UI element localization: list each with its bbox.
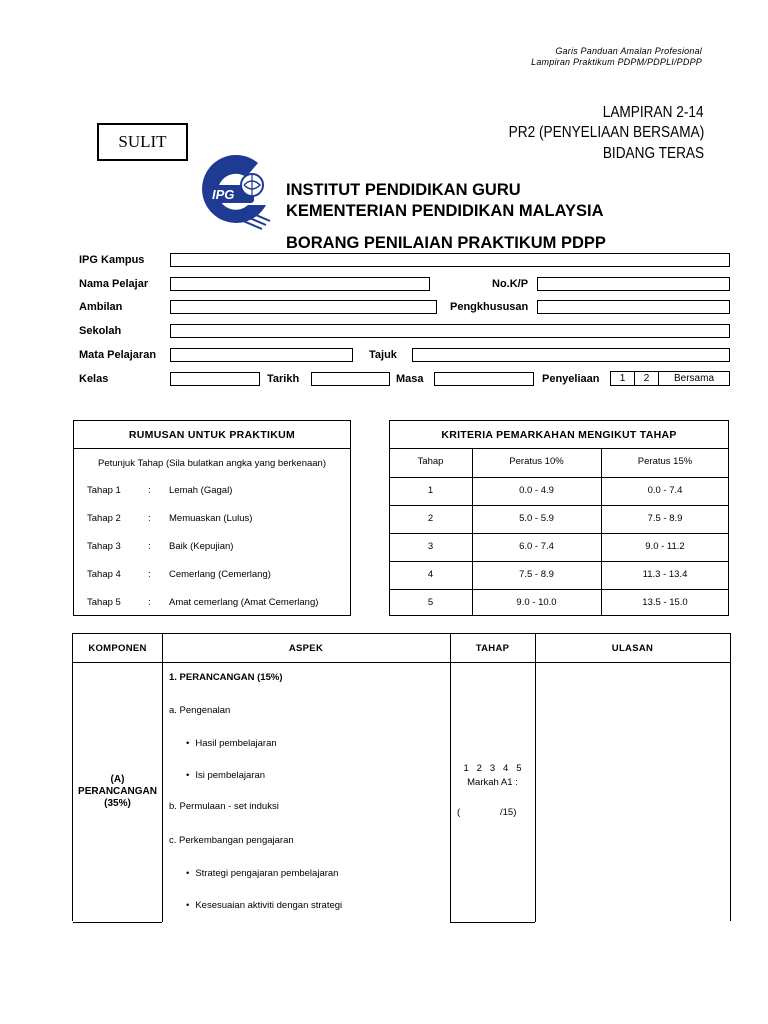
penyeliaan-option-2[interactable]: 2 bbox=[635, 372, 659, 385]
kriteria-cell: 7.5 - 8.9 bbox=[519, 569, 554, 580]
markah-a1-max: /15) bbox=[500, 807, 517, 818]
markah-a1-label: Markah A1 : bbox=[467, 777, 518, 788]
ambilan-label: Ambilan bbox=[79, 301, 123, 313]
kriteria-row-divider bbox=[389, 533, 729, 534]
no-kp-label: No.K/P bbox=[492, 278, 529, 290]
kriteria-cell: 9.0 - 10.0 bbox=[516, 597, 557, 608]
kelas-label: Kelas bbox=[79, 373, 109, 385]
kriteria-row-divider bbox=[389, 561, 729, 562]
rumusan-desc: Lemah (Gagal) bbox=[169, 485, 233, 496]
logo-text: IPG bbox=[212, 187, 235, 202]
rumusan-sep: : bbox=[148, 513, 151, 524]
kriteria-row-divider bbox=[389, 505, 729, 506]
sekolah-field[interactable] bbox=[170, 324, 730, 338]
tahap-scale[interactable]: 1 2 3 4 5 bbox=[463, 763, 522, 774]
sulit-stamp: SULIT bbox=[97, 123, 188, 161]
appendix-note: Lampiran Praktikum PDPM/PDPLI/PDPP bbox=[531, 57, 702, 67]
kriteria-col-divider bbox=[601, 448, 602, 616]
rumusan-instruction: Petunjuk Tahap (Sila bulatkan angka yang berkenaan) bbox=[98, 458, 326, 469]
kriteria-cell: 0.0 - 4.9 bbox=[519, 485, 554, 496]
markah-open: ( bbox=[457, 807, 461, 818]
rumusan-desc: Baik (Kepujian) bbox=[169, 541, 234, 552]
komponen-perancangan bbox=[73, 774, 162, 810]
ambilan-field[interactable] bbox=[170, 300, 437, 314]
ipg-kampus-label: IPG Kampus bbox=[79, 254, 145, 266]
tarikh-label: Tarikh bbox=[267, 373, 300, 385]
aspek-b: b. Permulaan - set induksi bbox=[169, 801, 279, 812]
kriteria-cell: 1 bbox=[427, 485, 434, 496]
institute-name: INSTITUT PENDIDIKAN GURU bbox=[286, 181, 521, 199]
kriteria-cell: 3 bbox=[427, 541, 434, 552]
aspek-a-item-1: • Hasil pembelajaran bbox=[186, 738, 277, 749]
sekolah-label: Sekolah bbox=[79, 325, 122, 337]
kriteria-cell: 2 bbox=[427, 513, 434, 524]
kriteria-cell: 4 bbox=[427, 569, 434, 580]
penyeliaan-option-1[interactable]: 1 bbox=[611, 372, 635, 385]
komponen-table bbox=[72, 633, 731, 921]
rumusan-tahap: Tahap 5 bbox=[87, 597, 121, 608]
kriteria-cell: 5.0 - 5.9 bbox=[519, 513, 554, 524]
kriteria-cell: 7.5 - 8.9 bbox=[647, 513, 683, 524]
guideline-title: Garis Panduan Amalan Profesional bbox=[555, 46, 702, 56]
kriteria-header: Peratus 15% bbox=[637, 456, 693, 467]
ulasan-header: ULASAN bbox=[611, 643, 654, 654]
tajuk-field[interactable] bbox=[412, 348, 730, 362]
nama-pelajar-field[interactable] bbox=[170, 277, 430, 291]
lampiran-label: LAMPIRAN 2-14 bbox=[603, 104, 704, 121]
komponen-weight: (35%) bbox=[104, 798, 131, 809]
aspek-c-item-1: • Strategi pengajaran pembelajaran bbox=[186, 868, 338, 879]
ministry-name: KEMENTERIAN PENDIDIKAN MALAYSIA bbox=[286, 202, 604, 220]
aspek-heading: 1. PERANCANGAN (15%) bbox=[169, 672, 283, 683]
rumusan-desc: Cemerlang (Cemerlang) bbox=[169, 569, 271, 580]
kelas-field[interactable] bbox=[170, 372, 260, 386]
rumusan-title: RUMUSAN UNTUK PRAKTIKUM bbox=[128, 429, 296, 441]
kriteria-col-divider bbox=[472, 448, 473, 616]
penyeliaan-option-bersama[interactable]: Bersama bbox=[673, 373, 714, 384]
aspek-a-item-2: • Isi pembelajaran bbox=[186, 770, 265, 781]
komponen-code: (A) bbox=[110, 774, 125, 785]
aspek-c-item-2: • Kesesuaian aktiviti dengan strategi bbox=[186, 900, 342, 911]
rumusan-tahap: Tahap 4 bbox=[87, 569, 121, 580]
tajuk-label: Tajuk bbox=[369, 349, 397, 361]
penyeliaan-label: Penyeliaan bbox=[542, 373, 600, 385]
rumusan-sep: : bbox=[148, 541, 151, 552]
masa-label: Masa bbox=[396, 373, 424, 385]
rumusan-sep: : bbox=[148, 485, 151, 496]
rumusan-tahap: Tahap 1 bbox=[87, 485, 121, 496]
kriteria-title: KRITERIA PEMARKAHAN MENGIKUT TAHAP bbox=[441, 429, 677, 441]
rumusan-tahap: Tahap 3 bbox=[87, 541, 121, 552]
masa-field[interactable] bbox=[434, 372, 534, 386]
kriteria-cell: 13.5 - 15.0 bbox=[642, 597, 688, 608]
nama-pelajar-label: Nama Pelajar bbox=[79, 278, 149, 290]
komponen-header: KOMPONEN bbox=[88, 643, 147, 654]
kriteria-cell: 0.0 - 7.4 bbox=[647, 485, 683, 496]
ipg-kampus-field[interactable] bbox=[170, 253, 730, 267]
kriteria-cell: 6.0 - 7.4 bbox=[519, 541, 554, 552]
bidang-label: BIDANG TERAS bbox=[602, 145, 704, 162]
kriteria-header: Tahap bbox=[417, 456, 444, 467]
aspek-c: c. Perkembangan pengajaran bbox=[169, 835, 294, 846]
no-kp-field[interactable] bbox=[537, 277, 730, 291]
kriteria-cell: 9.0 - 11.2 bbox=[645, 541, 685, 552]
komponen-name: PERANCANGAN bbox=[78, 786, 157, 797]
rumusan-desc: Amat cemerlang (Amat Cemerlang) bbox=[169, 597, 319, 608]
penyeliaan-options bbox=[610, 371, 730, 386]
kriteria-row-divider bbox=[389, 589, 729, 590]
pengkhususan-label: Pengkhususan bbox=[450, 301, 529, 313]
rumusan-sep: : bbox=[148, 597, 151, 608]
ipg-logo bbox=[200, 155, 272, 230]
rumusan-sep: : bbox=[148, 569, 151, 580]
aspek-a: a. Pengenalan bbox=[169, 705, 231, 716]
guideline-note bbox=[531, 46, 702, 68]
kriteria-row-divider bbox=[389, 477, 729, 478]
kriteria-cell: 11.3 - 13.4 bbox=[642, 569, 688, 580]
form-title: BORANG PENILAIAN PRAKTIKUM PDPP bbox=[286, 234, 606, 252]
pengkhususan-field[interactable] bbox=[537, 300, 730, 314]
rumusan-desc: Memuaskan (Lulus) bbox=[169, 513, 253, 524]
tarikh-field[interactable] bbox=[311, 372, 390, 386]
kriteria-cell: 5 bbox=[427, 597, 434, 608]
pr2-label: PR2 (PENYELIAAN BERSAMA) bbox=[508, 124, 704, 141]
rumusan-tahap: Tahap 2 bbox=[87, 513, 121, 524]
tahap-header: TAHAP bbox=[475, 643, 510, 654]
kriteria-header: Peratus 10% bbox=[509, 456, 564, 467]
kriteria-row-divider bbox=[389, 448, 729, 449]
mata-pelajaran-field[interactable] bbox=[170, 348, 353, 362]
mata-pelajaran-label: Mata Pelajaran bbox=[79, 349, 157, 361]
aspek-header: ASPEK bbox=[288, 643, 324, 654]
